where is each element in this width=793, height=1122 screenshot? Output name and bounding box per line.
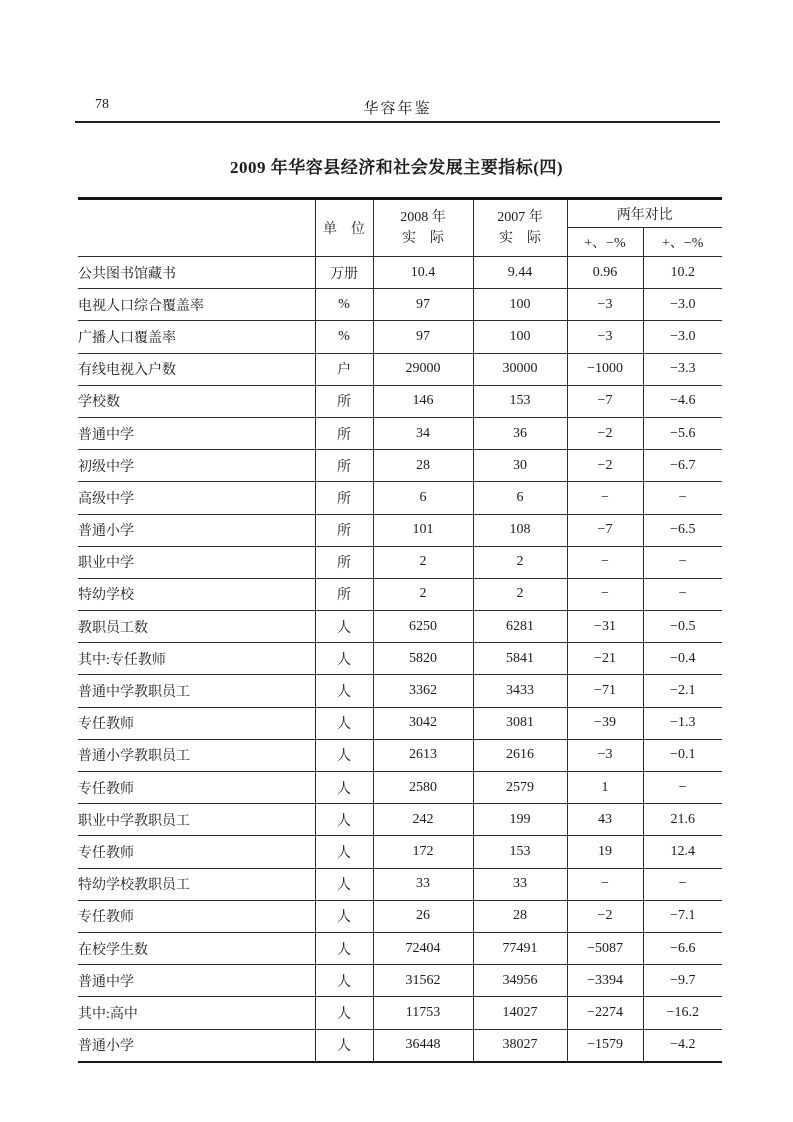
- unit-cell: 人: [315, 804, 373, 836]
- diff-cell: −3: [567, 321, 643, 353]
- diff-cell: −39: [567, 707, 643, 739]
- table-row: [78, 385, 722, 417]
- indicator-cell: 教职员工数: [78, 611, 315, 643]
- value-2008-cell: 29000: [373, 353, 473, 385]
- value-2007-cell: 108: [473, 514, 567, 546]
- pct-cell: −16.2: [643, 997, 722, 1029]
- indicator-cell: 普通中学: [78, 965, 315, 997]
- table-row: [78, 836, 722, 868]
- value-2007-cell: 30: [473, 450, 567, 482]
- header-2008-year: 2008 年: [400, 210, 446, 225]
- pct-cell: −: [643, 772, 722, 804]
- value-2007-cell: 153: [473, 836, 567, 868]
- indicator-cell: 专任教师: [78, 707, 315, 739]
- unit-cell: 人: [315, 868, 373, 900]
- pct-cell: −6.5: [643, 514, 722, 546]
- unit-cell: 所: [315, 514, 373, 546]
- indicator-cell: 专任教师: [78, 900, 315, 932]
- table-row: [78, 772, 722, 804]
- indicator-cell: 普通中学教职员工: [78, 675, 315, 707]
- indicator-cell: 专任教师: [78, 772, 315, 804]
- header-compare-sub2-cell: +、−%: [643, 228, 722, 257]
- value-2007-cell: 2: [473, 578, 567, 610]
- diff-cell: −1579: [567, 1029, 643, 1062]
- pct-cell: −3.3: [643, 353, 722, 385]
- header-rule: [75, 121, 720, 123]
- unit-cell: 人: [315, 836, 373, 868]
- value-2007-cell: 14027: [473, 997, 567, 1029]
- unit-cell: 万册: [315, 257, 373, 289]
- table-row: [78, 707, 722, 739]
- indicator-cell: 公共图书馆藏书: [78, 257, 315, 289]
- indicator-cell: 特幼学校教职员工: [78, 868, 315, 900]
- value-2007-cell: 2579: [473, 772, 567, 804]
- indicator-cell: 在校学生数: [78, 932, 315, 964]
- unit-cell: 人: [315, 611, 373, 643]
- table-row: [78, 578, 722, 610]
- table-body: [78, 257, 722, 1062]
- table-row: [78, 482, 722, 514]
- unit-cell: 人: [315, 1029, 373, 1062]
- value-2008-cell: 3362: [373, 675, 473, 707]
- diff-cell: −31: [567, 611, 643, 643]
- value-2007-cell: 77491: [473, 932, 567, 964]
- diff-cell: −: [567, 482, 643, 514]
- value-2008-cell: 101: [373, 514, 473, 546]
- pct-cell: −1.3: [643, 707, 722, 739]
- indicator-cell: 特幼学校: [78, 578, 315, 610]
- header-2008-actual: 实 际: [402, 231, 444, 246]
- value-2008-cell: 2: [373, 546, 473, 578]
- header-compare-sub1-cell: +、−%: [567, 228, 643, 257]
- table-row: [78, 868, 722, 900]
- diff-cell: −: [567, 546, 643, 578]
- value-2007-cell: 5841: [473, 643, 567, 675]
- unit-cell: 人: [315, 965, 373, 997]
- table-header: [78, 199, 722, 257]
- header-row-top: [78, 199, 722, 228]
- value-2008-cell: 2613: [373, 739, 473, 771]
- pct-cell: −: [643, 868, 722, 900]
- value-2008-cell: 31562: [373, 965, 473, 997]
- value-2008-cell: 2580: [373, 772, 473, 804]
- diff-cell: −21: [567, 643, 643, 675]
- pct-cell: 10.2: [643, 257, 722, 289]
- header-2007-actual: 实 际: [499, 231, 541, 246]
- value-2007-cell: 33: [473, 868, 567, 900]
- diff-cell: −1000: [567, 353, 643, 385]
- table-title: 2009 年华容县经济和社会发展主要指标(四): [229, 158, 564, 177]
- header-2008-cell: [373, 199, 473, 257]
- value-2007-cell: 199: [473, 804, 567, 836]
- pct-cell: −0.1: [643, 739, 722, 771]
- value-2008-cell: 28: [373, 450, 473, 482]
- value-2007-cell: 38027: [473, 1029, 567, 1062]
- unit-cell: 人: [315, 739, 373, 771]
- pct-cell: −4.2: [643, 1029, 722, 1062]
- table-row: [78, 900, 722, 932]
- value-2008-cell: 6: [373, 482, 473, 514]
- header-compare-cell: 两年对比: [567, 199, 722, 228]
- indicator-cell: 职业中学教职员工: [78, 804, 315, 836]
- indicator-cell: 职业中学: [78, 546, 315, 578]
- unit-cell: 人: [315, 643, 373, 675]
- value-2007-cell: 28: [473, 900, 567, 932]
- pct-cell: −0.4: [643, 643, 722, 675]
- diff-cell: −: [567, 578, 643, 610]
- pct-cell: −6.6: [643, 932, 722, 964]
- diff-cell: −5087: [567, 932, 643, 964]
- pct-cell: −: [643, 578, 722, 610]
- table-row: [78, 257, 722, 289]
- pct-cell: −0.5: [643, 611, 722, 643]
- unit-cell: 户: [315, 353, 373, 385]
- pct-cell: −3.0: [643, 289, 722, 321]
- table-row: [78, 643, 722, 675]
- unit-cell: %: [315, 321, 373, 353]
- unit-cell: 所: [315, 450, 373, 482]
- pct-cell: −7.1: [643, 900, 722, 932]
- value-2007-cell: 100: [473, 321, 567, 353]
- diff-cell: −2: [567, 900, 643, 932]
- unit-cell: 所: [315, 482, 373, 514]
- book-title: 华容年鉴: [363, 101, 432, 117]
- header-2007-cell: [473, 199, 567, 257]
- indicator-cell: 电视人口综合覆盖率: [78, 289, 315, 321]
- unit-cell: 人: [315, 675, 373, 707]
- value-2008-cell: 146: [373, 385, 473, 417]
- pct-cell: −2.1: [643, 675, 722, 707]
- value-2008-cell: 242: [373, 804, 473, 836]
- pct-cell: −5.6: [643, 417, 722, 449]
- value-2008-cell: 97: [373, 289, 473, 321]
- unit-cell: 所: [315, 546, 373, 578]
- indicator-cell: 普通小学: [78, 1029, 315, 1062]
- header-2007-year: 2007 年: [497, 210, 543, 225]
- unit-cell: 人: [315, 772, 373, 804]
- value-2008-cell: 5820: [373, 643, 473, 675]
- diff-cell: −71: [567, 675, 643, 707]
- indicator-cell: 初级中学: [78, 450, 315, 482]
- table-row: [78, 289, 722, 321]
- page-number: 78: [95, 97, 109, 112]
- table-row: [78, 932, 722, 964]
- table-row: [78, 546, 722, 578]
- diff-cell: 1: [567, 772, 643, 804]
- pct-cell: −3.0: [643, 321, 722, 353]
- diff-cell: 0.96: [567, 257, 643, 289]
- value-2007-cell: 30000: [473, 353, 567, 385]
- indicator-cell: 专任教师: [78, 836, 315, 868]
- value-2008-cell: 33: [373, 868, 473, 900]
- value-2008-cell: 34: [373, 417, 473, 449]
- unit-cell: 人: [315, 900, 373, 932]
- value-2008-cell: 10.4: [373, 257, 473, 289]
- value-2007-cell: 6281: [473, 611, 567, 643]
- pct-cell: −6.7: [643, 450, 722, 482]
- unit-cell: %: [315, 289, 373, 321]
- value-2008-cell: 6250: [373, 611, 473, 643]
- pct-cell: −: [643, 482, 722, 514]
- unit-cell: 人: [315, 997, 373, 1029]
- value-2007-cell: 36: [473, 417, 567, 449]
- header-indicator-cell: [78, 199, 315, 257]
- diff-cell: 19: [567, 836, 643, 868]
- indicator-cell: 有线电视入户数: [78, 353, 315, 385]
- value-2007-cell: 34956: [473, 965, 567, 997]
- table-row: [78, 450, 722, 482]
- unit-cell: 所: [315, 578, 373, 610]
- unit-cell: 所: [315, 385, 373, 417]
- indicator-cell: 广播人口覆盖率: [78, 321, 315, 353]
- table-row: [78, 804, 722, 836]
- pct-cell: 12.4: [643, 836, 722, 868]
- indicator-cell: 普通中学: [78, 417, 315, 449]
- value-2008-cell: 11753: [373, 997, 473, 1029]
- pct-cell: −: [643, 546, 722, 578]
- table-row: [78, 675, 722, 707]
- value-2007-cell: 3081: [473, 707, 567, 739]
- diff-cell: −7: [567, 385, 643, 417]
- indicator-cell: 学校数: [78, 385, 315, 417]
- indicator-cell: 普通小学: [78, 514, 315, 546]
- table-row: [78, 1029, 722, 1062]
- diff-cell: −3394: [567, 965, 643, 997]
- unit-cell: 人: [315, 707, 373, 739]
- statistics-table: [78, 197, 722, 1063]
- table-row: [78, 739, 722, 771]
- diff-cell: −2274: [567, 997, 643, 1029]
- diff-cell: −: [567, 868, 643, 900]
- pct-cell: 21.6: [643, 804, 722, 836]
- unit-cell: 所: [315, 417, 373, 449]
- table-row: [78, 321, 722, 353]
- running-head: [75, 97, 720, 119]
- value-2007-cell: 2616: [473, 739, 567, 771]
- table-row: [78, 417, 722, 449]
- value-2008-cell: 26: [373, 900, 473, 932]
- indicator-cell: 高级中学: [78, 482, 315, 514]
- table-row: [78, 514, 722, 546]
- value-2007-cell: 9.44: [473, 257, 567, 289]
- indicator-cell: 其中:高中: [78, 997, 315, 1029]
- pct-cell: −4.6: [643, 385, 722, 417]
- value-2008-cell: 2: [373, 578, 473, 610]
- indicator-cell: 其中:专任教师: [78, 643, 315, 675]
- table-row: [78, 611, 722, 643]
- table-row: [78, 965, 722, 997]
- value-2008-cell: 72404: [373, 932, 473, 964]
- unit-cell: 人: [315, 932, 373, 964]
- value-2007-cell: 153: [473, 385, 567, 417]
- diff-cell: −2: [567, 450, 643, 482]
- table-row: [78, 353, 722, 385]
- diff-cell: −3: [567, 739, 643, 771]
- value-2008-cell: 172: [373, 836, 473, 868]
- value-2007-cell: 100: [473, 289, 567, 321]
- value-2007-cell: 6: [473, 482, 567, 514]
- pct-cell: −9.7: [643, 965, 722, 997]
- value-2008-cell: 36448: [373, 1029, 473, 1062]
- diff-cell: −7: [567, 514, 643, 546]
- header-unit-cell: 单 位: [315, 199, 373, 257]
- diff-cell: −2: [567, 417, 643, 449]
- value-2007-cell: 2: [473, 546, 567, 578]
- value-2008-cell: 97: [373, 321, 473, 353]
- value-2008-cell: 3042: [373, 707, 473, 739]
- diff-cell: 43: [567, 804, 643, 836]
- table-row: [78, 997, 722, 1029]
- diff-cell: −3: [567, 289, 643, 321]
- value-2007-cell: 3433: [473, 675, 567, 707]
- indicator-cell: 普通小学教职员工: [78, 739, 315, 771]
